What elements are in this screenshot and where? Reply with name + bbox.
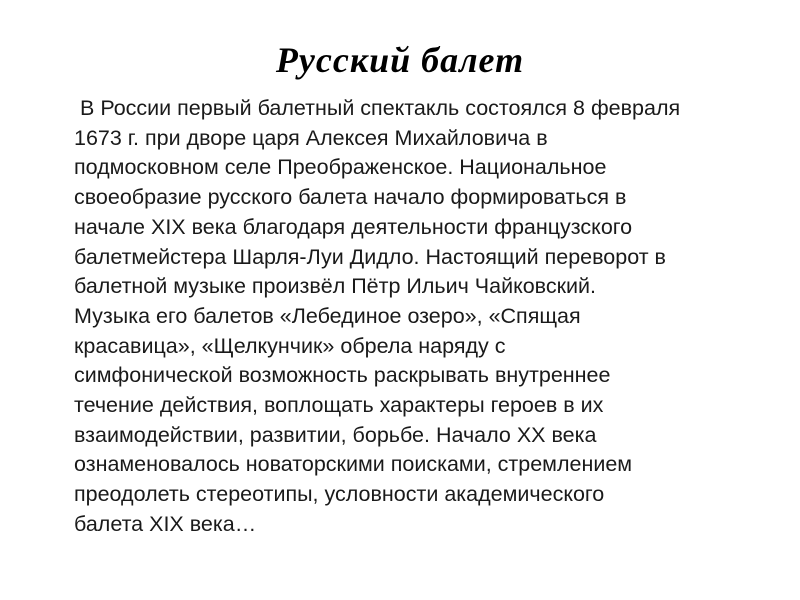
body-line: подмосковном селе Преображенское. Национальное <box>74 155 607 180</box>
body-line: начале XIX века благодаря деятельности французского <box>74 214 633 239</box>
body-line: красавица», «Щелкунчик» обрела наряду с <box>74 333 506 358</box>
body-line: преодолеть стереотипы, условности академического <box>74 482 605 507</box>
body-line: симфонической возможность раскрывать внутреннее <box>74 363 611 388</box>
body-line: балета XIX века… <box>74 511 257 536</box>
slide-body-text <box>74 94 764 540</box>
body-line: 1673 г. при дворе царя Алексея Михайловича в <box>74 125 548 150</box>
body-line: В России первый балетный спектакль состоялся 8 февраля <box>80 96 681 120</box>
body-line: взаимодействии, развитии, борьбе. Начало XX века <box>74 422 597 447</box>
body-line: Музыка его балетов «Лебединое озеро», «Спящая <box>74 303 581 328</box>
body-line: течение действия, воплощать характеры героев в их <box>74 393 604 418</box>
slide-title: Русский балет <box>275 40 525 80</box>
body-line: своеобразие русского балета начало формироваться в <box>74 185 627 210</box>
body-line: балетмейстера Шарля-Луи Дидло. Настоящий переворот в <box>74 244 666 269</box>
body-line: ознаменовалось новаторскими поисками, стремлением <box>74 452 633 477</box>
body-line: балетной музыке произвёл Пётр Ильич Чайковский. <box>74 274 597 299</box>
